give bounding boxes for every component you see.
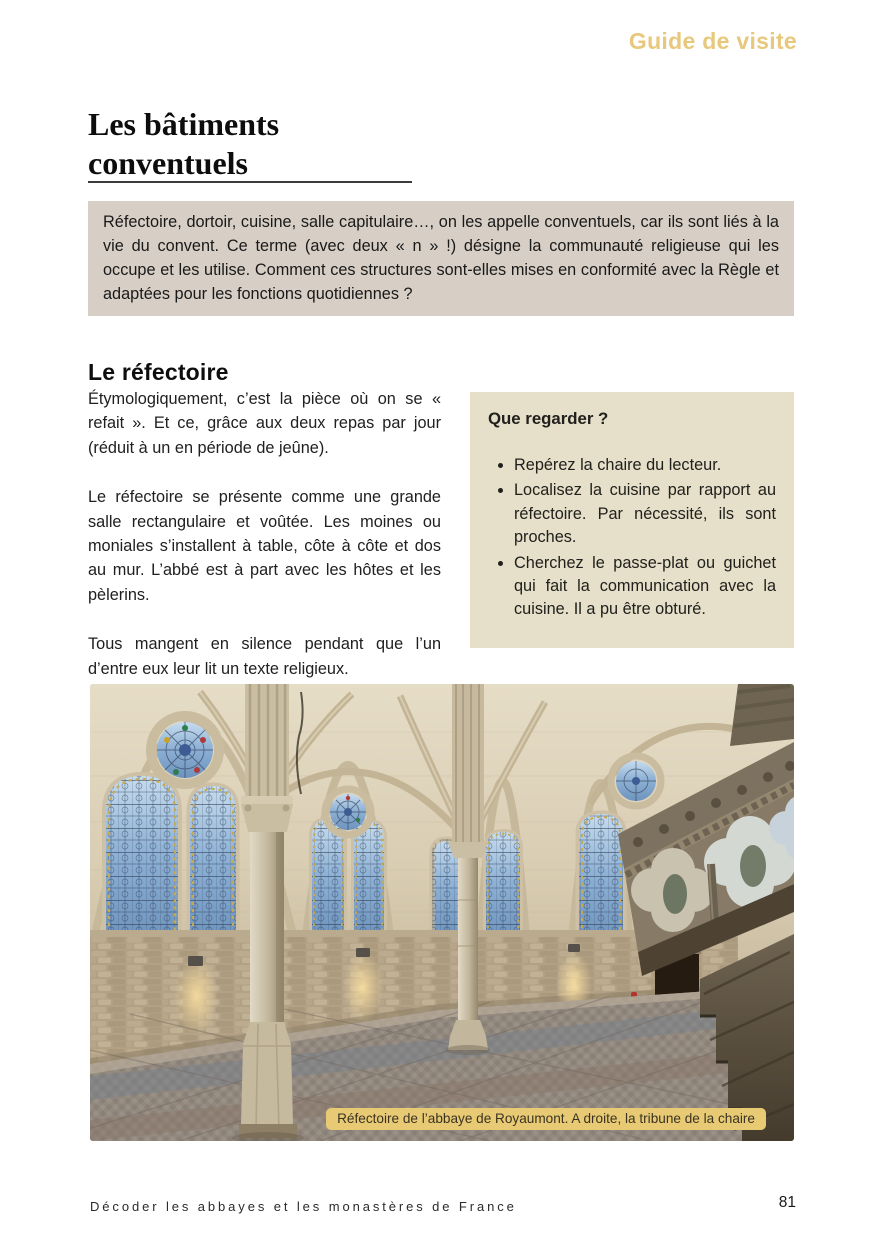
body-column xyxy=(88,387,441,706)
lancet-window xyxy=(354,822,384,938)
callout-item: • Cherchez le passe-plat ou guichet qui fait la communication avec la cuisine. Il a pu être obturé. xyxy=(514,552,776,622)
section-heading: Le réfectoire xyxy=(88,359,229,386)
lancet-window xyxy=(190,786,236,940)
paragraph: Tous mangent en silence pendant que l’un d’entre eux leur lit un texte religieux. xyxy=(88,635,441,678)
callout-item: • Repérez la chaire du lecteur. xyxy=(514,454,776,477)
callout-box xyxy=(470,392,794,648)
guide-badge: Guide de visite xyxy=(628,28,797,54)
rose-window xyxy=(151,716,219,784)
callout-item: • Localisez la cuisine par rapport au réfectoire. Par nécessité, ils sont proches. xyxy=(514,479,776,549)
lancet-window xyxy=(312,820,344,938)
paragraph: Étymologiquement, c’est la pièce où on se « refait ». Et ce, grâce aux deux repas par jour (réduit à un en période de jeûne). xyxy=(88,390,441,457)
page-title: Les bâtiments conventuels xyxy=(88,106,280,182)
lancet-window xyxy=(579,814,623,942)
paragraph: Le réfectoire se présente comme une grande salle rectangulaire et voûtée. Les moines ou moniales s’installent à table, côte à côte et dos au mur. L’abbé est à part avec les hôtes et les pèlerins. xyxy=(88,488,441,604)
rose-window xyxy=(611,756,661,806)
refectory-illustration xyxy=(90,684,794,1141)
rose-window xyxy=(325,789,371,835)
intro-box: Réfectoire, dortoir, cuisine, salle capitulaire…, on les appelle conventuels, car ils sont liés à la vie du convent. Ce terme (avec deux « n » !) désigne la communauté religieuse qui les occupe et les utilise. Comment ces structures sont-elles mises en conformité avec la Règle et adaptées pour les fonctions quotidiennes ? xyxy=(88,201,794,316)
callout-heading: Que regarder ? xyxy=(488,409,609,428)
lancet-window xyxy=(106,776,178,940)
callout-list xyxy=(488,454,776,622)
photo-caption: Réfectoire de l’abbaye de Royaumont. A droite, la tribune de la chaire xyxy=(326,1108,766,1130)
refectory-photo xyxy=(90,684,794,1141)
title-rule xyxy=(88,181,412,183)
footer-page-number: 81 xyxy=(778,1194,796,1211)
lancet-window xyxy=(486,832,520,940)
footer-book-title: Décoder les abbayes et les monastères de France xyxy=(90,1199,517,1214)
